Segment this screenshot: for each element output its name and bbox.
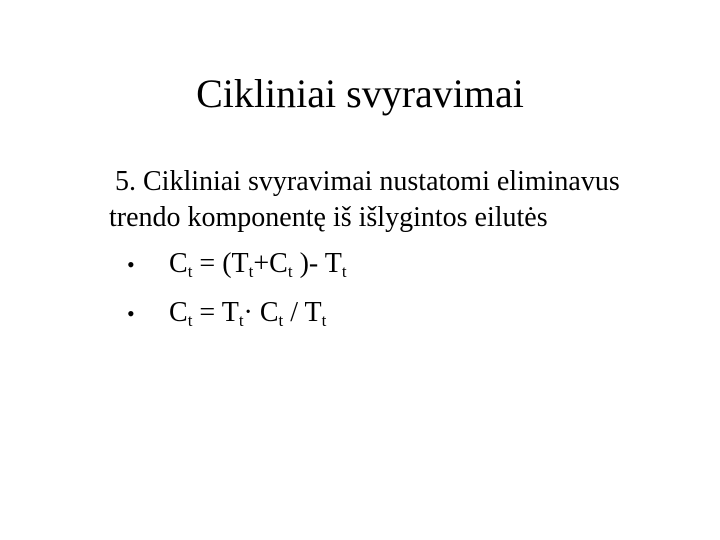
formula-subscript: t [278, 311, 284, 330]
formula-row-1 [127, 244, 347, 285]
formula-part: C [169, 248, 188, 279]
formula-subscript: t [248, 262, 254, 281]
formula-part: = (T [192, 248, 249, 279]
point-text-line-1: 5. Cikliniai svyravimai nustatomi eliminavus [115, 166, 620, 197]
formula-2 [169, 297, 326, 328]
formula-1 [169, 248, 347, 279]
formula-part: · C [243, 297, 279, 328]
slide-title: Cikliniai svyravimai [196, 71, 524, 116]
formula-subscript: t [341, 262, 347, 281]
formula-part: = T [192, 297, 239, 328]
formula-subscript: t [238, 311, 244, 330]
formula-part: / T [283, 297, 322, 328]
bullet-icon: • [127, 252, 135, 277]
formula-row-2 [127, 293, 326, 334]
formula-subscript: t [321, 311, 327, 330]
formula-subscript: t [187, 311, 193, 330]
point-text-line-2: trendo komponentę iš išlygintos eilutės [109, 202, 548, 233]
formula-part: +C [253, 248, 288, 279]
bullet-icon: • [127, 301, 135, 326]
formula-part: C [169, 297, 188, 328]
formula-part: )- T [292, 248, 342, 279]
formula-subscript: t [187, 262, 193, 281]
formula-subscript: t [287, 262, 293, 281]
